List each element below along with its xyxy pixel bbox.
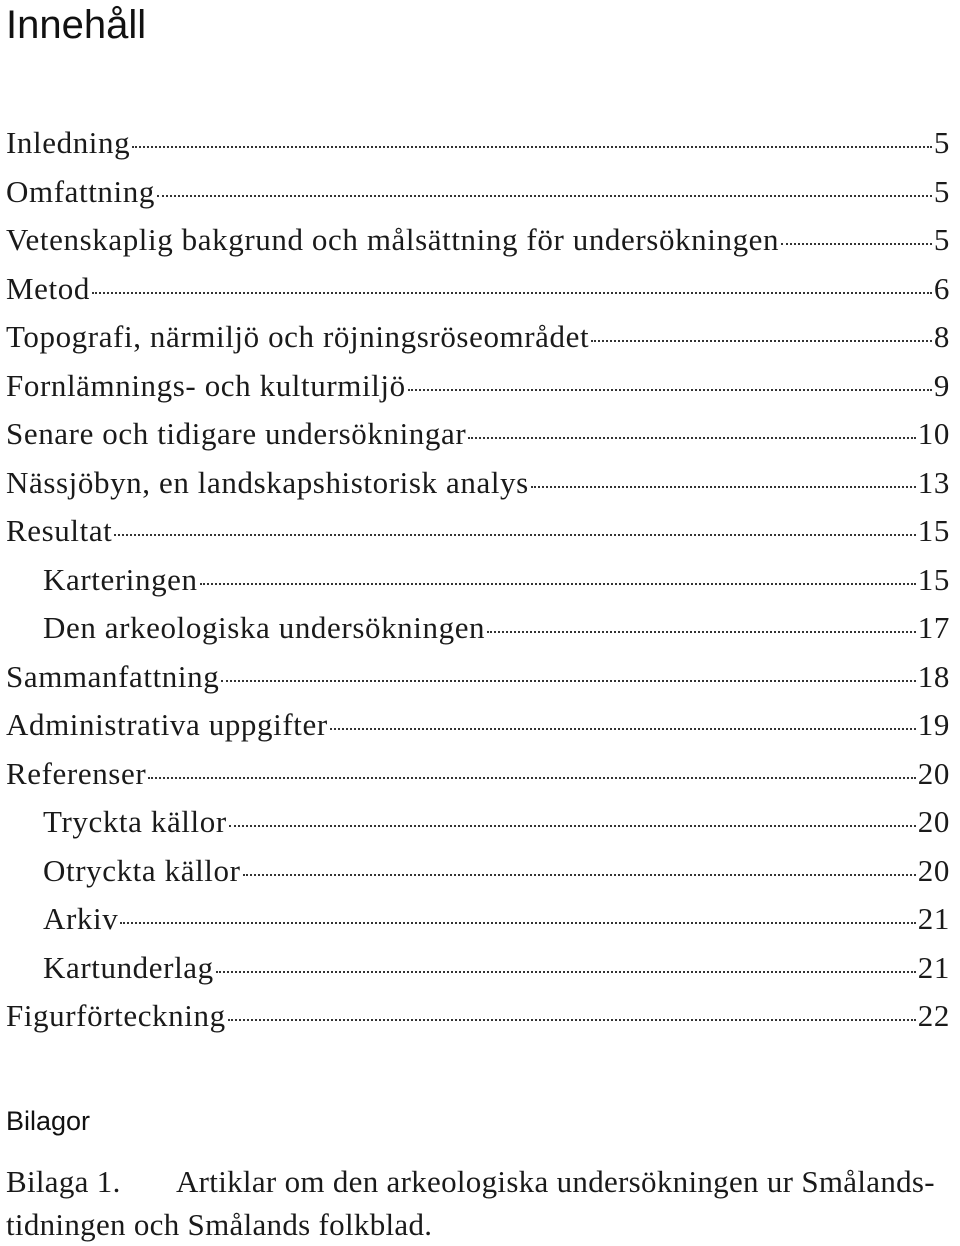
toc-entry-page-number: 9 xyxy=(933,367,950,403)
toc-entry[interactable] xyxy=(0,168,960,217)
toc-entry-page-number: 8 xyxy=(933,319,950,354)
toc-entry[interactable] xyxy=(0,604,960,653)
toc-dot-leader xyxy=(243,874,916,876)
toc-entry-title: Senare och tidigare undersökningar xyxy=(6,416,467,451)
toc-entry-page-number: 5 xyxy=(933,173,950,209)
toc-entry-page-number: 21 xyxy=(917,949,950,985)
toc-entry-title: Administrativa uppgifter xyxy=(6,707,328,742)
toc-entry[interactable] xyxy=(0,265,960,314)
toc-entry-page-number: 20 xyxy=(917,804,950,839)
toc-entry-page-number: 20 xyxy=(917,852,950,888)
toc-entry-title: Inledning xyxy=(6,125,131,160)
toc-entry-title: Fornlämnings- och kulturmiljö xyxy=(6,367,406,403)
toc-entry-title: Omfattning xyxy=(6,173,155,209)
toc-dot-leader xyxy=(200,583,916,585)
toc-entry[interactable] xyxy=(0,944,960,993)
toc-dot-leader xyxy=(216,971,916,973)
toc-entry[interactable] xyxy=(0,216,960,265)
toc-entry-page-number: 13 xyxy=(917,464,950,500)
toc-entry-page-number: 18 xyxy=(917,658,950,694)
toc-entry[interactable] xyxy=(0,556,960,605)
toc-entry[interactable] xyxy=(0,750,960,799)
appendix-text-line-1: Artiklar om den arkeologiska undersökningen ur Smålands- xyxy=(176,1164,935,1199)
appendix-item xyxy=(6,1160,952,1246)
table-of-contents xyxy=(0,119,960,1041)
toc-entry-title: Referenser xyxy=(6,755,147,791)
toc-entry-title: Vetenskaplig bakgrund och målsättning för undersökningen xyxy=(6,222,780,257)
toc-entry-title: Topografi, närmiljö och röjningsröseområdet xyxy=(6,319,590,354)
toc-entry-title: Karteringen xyxy=(43,561,198,597)
toc-entry-title: Metod xyxy=(6,270,90,306)
toc-entry[interactable] xyxy=(0,798,960,847)
toc-entry-page-number: 5 xyxy=(933,125,950,160)
toc-entry-title: Den arkeologiska undersökningen xyxy=(43,610,486,645)
toc-entry-page-number: 17 xyxy=(917,610,950,645)
appendix-list xyxy=(6,1160,952,1246)
toc-entry-page-number: 19 xyxy=(917,707,950,742)
toc-entry[interactable] xyxy=(0,362,960,411)
toc-entry[interactable] xyxy=(0,410,960,459)
toc-entry[interactable] xyxy=(0,459,960,508)
toc-entry-title: Arkiv xyxy=(43,901,119,936)
toc-entry-title: Otryckta källor xyxy=(43,852,241,888)
toc-entry-title: Sammanfattning xyxy=(6,658,220,694)
toc-dot-leader xyxy=(132,146,932,148)
toc-entry-page-number: 6 xyxy=(933,270,950,306)
toc-entry[interactable] xyxy=(0,992,960,1041)
toc-dot-leader xyxy=(92,292,932,294)
toc-entry[interactable] xyxy=(0,507,960,556)
toc-entry-page-number: 15 xyxy=(917,513,950,548)
page-title: Innehåll xyxy=(6,3,147,47)
toc-entry[interactable] xyxy=(0,701,960,750)
toc-entry-page-number: 15 xyxy=(917,561,950,597)
toc-entry[interactable] xyxy=(0,119,960,168)
toc-dot-leader xyxy=(114,534,915,536)
toc-dot-leader xyxy=(591,340,932,342)
toc-dot-leader xyxy=(531,486,916,488)
toc-entry[interactable] xyxy=(0,895,960,944)
appendix-heading: Bilagor xyxy=(6,1106,91,1136)
toc-entry-page-number: 22 xyxy=(917,998,950,1033)
appendix-label: Bilaga 1. xyxy=(6,1164,121,1199)
toc-entry-page-number: 21 xyxy=(917,901,950,936)
toc-entry[interactable] xyxy=(0,847,960,896)
toc-dot-leader xyxy=(468,437,916,439)
toc-entry-title: Resultat xyxy=(6,513,113,548)
toc-entry-title: Tryckta källor xyxy=(43,804,227,839)
toc-entry-title: Nässjöbyn, en landskapshistorisk analys xyxy=(6,464,529,500)
toc-dot-leader xyxy=(229,825,916,827)
toc-entry-page-number: 5 xyxy=(933,222,950,257)
toc-entry-title: Kartunderlag xyxy=(43,949,214,985)
toc-entry-page-number: 10 xyxy=(917,416,950,451)
toc-dot-leader xyxy=(408,389,932,391)
toc-entry-title: Figurförteckning xyxy=(6,998,226,1033)
toc-entry[interactable] xyxy=(0,313,960,362)
toc-dot-leader xyxy=(157,195,932,197)
toc-entry-page-number: 20 xyxy=(917,755,950,791)
toc-dot-leader xyxy=(120,922,915,924)
toc-entry[interactable] xyxy=(0,653,960,702)
appendix-text-line-2: tidningen och Smålands folkblad. xyxy=(6,1207,433,1242)
toc-dot-leader xyxy=(148,777,916,779)
toc-dot-leader xyxy=(221,680,915,682)
toc-dot-leader xyxy=(487,631,916,633)
toc-dot-leader xyxy=(330,728,916,730)
toc-dot-leader xyxy=(781,243,932,245)
toc-dot-leader xyxy=(228,1019,916,1021)
